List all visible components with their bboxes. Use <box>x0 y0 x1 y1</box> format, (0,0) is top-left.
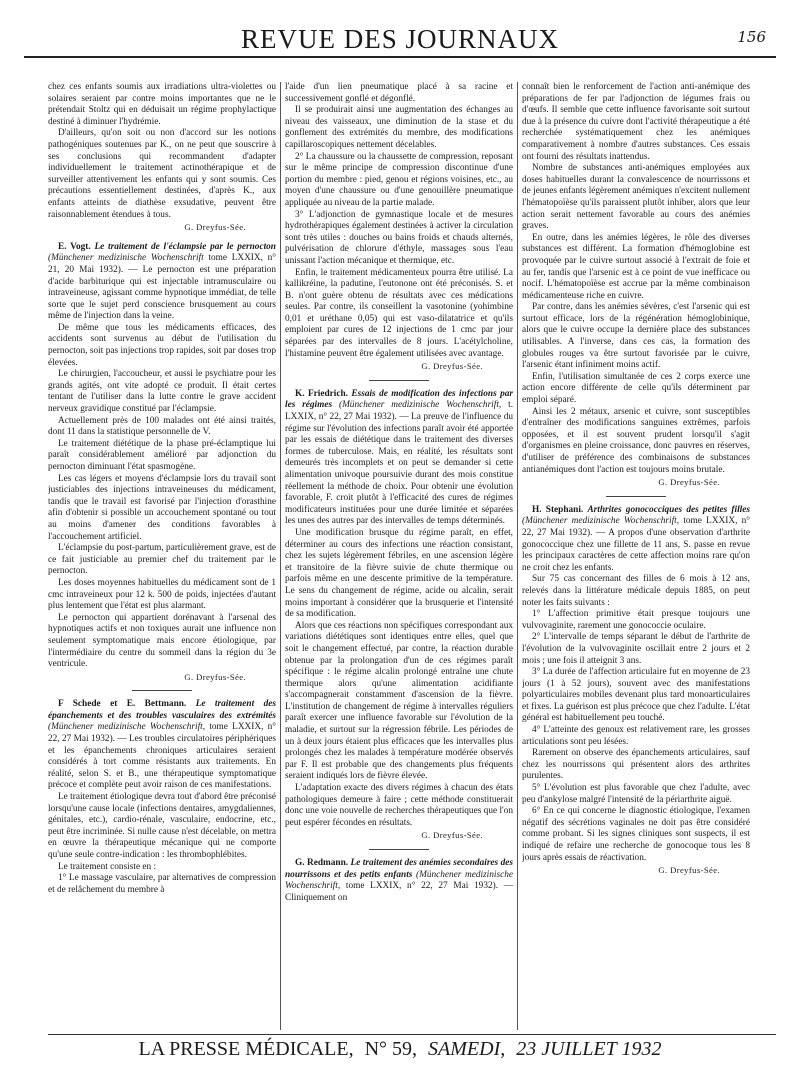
paragraph: Les cas légers et moyens d'éclampsie lors du travail sont justiciables des injections intraveineuses du médicament, tandis que le travail est favorisé par l'injection d'orasthine afin d'obtenir si possible un accouchement spontané ou tout au moins d'amener des conditions favorables à l'accouchement artificiel. <box>48 473 276 542</box>
article-source: (Münchener medizinische Wochenschrift, <box>285 869 513 892</box>
paragraph: 2° L'intervalle de temps séparant le début de l'arthrite de l'évolution de la vulvovaginite oscillait entre 2 jours et 2 mois ; une fois il atteignit 3 ans. <box>522 632 750 666</box>
signature: G. Dreyfus-Sée. <box>658 865 720 876</box>
paragraph: 2° La chaussure ou la chaussette de compression, reposant sur le même principe de compression discontinue d'une portion du membre : pied, genou et régions voisines, etc., au moyen d'une chaussure ou d'une genouillère pneumatique appliquée au niveau de la partie malade. <box>285 151 513 208</box>
paragraph: Le traitement étiologique devra tout d'abord être préconisé lorsqu'une cause locale (infections dentaires, amygdaliennes, génitales, etc.), cardio-rénale, vasculaire, endocrine, etc., peut être incriminée. Si nulle cause n'est décelable, on mettra en œuvre la thérapeutique mécanique qui ne comporte qu'une seule contre-indication : les thrombophlébites. <box>48 792 276 860</box>
issue-number: N° 59, <box>364 1038 418 1060</box>
paragraph: Il se produirait ainsi une augmentation des échanges au niveau des vaisseaux, une diminution de la stase et du gonflement des extrémités du membre, des modifications capillaroscopiques nettement décelables. <box>285 105 513 150</box>
page-footer <box>0 1038 800 1068</box>
paragraph: De même que tous les médicaments efficaces, des accidents sont survenus au début de l'utilisation du pernocton, soit pas injections trop rapides, soit par doses trop élevées. <box>48 322 276 368</box>
paragraph: Enfin, l'utilisation simultanée de ces 2 corps exerce une action encore différente de celle qu'ils déterminent par emploi séparé. <box>522 371 750 406</box>
signature: G. Dreyfus-Sée. <box>421 830 483 841</box>
article-heading <box>285 858 513 904</box>
article-lead: tome LXXIX, n° 22, 27 Mai 1932). — Cliniquement on <box>285 881 513 903</box>
separator <box>369 380 429 381</box>
weekday: SAMEDI, <box>428 1038 506 1060</box>
article-source: (Münchener medizinische Wochenschrift, <box>338 400 502 411</box>
paragraph: 3° La durée de l'affection articulaire fut en moyenne de 23 jours (1 à 52 jours), souvent avec des manifestations polyarticulaires mobiles devenant plus tard monoarticulaires et fixes. La guérison est plus précoce que chez l'adulte. L'état général est habituellement peu touché. <box>522 667 750 724</box>
separator <box>132 690 192 691</box>
article-author: H. Stephani. <box>532 504 584 515</box>
paragraph: L'adaptation exacte des divers régimes à chacun des états pathologiques demeure à faire ; cette méthode constituerait donc une voie nouvelle de recherches thérapeutiques que l'on peut espérer fécondes en résultats. <box>285 783 513 828</box>
article-heading <box>522 505 750 575</box>
paragraph: Sur 75 cas concernant des filles de 6 mois à 12 ans, relevés dans la littérature médicale depuis 1885, on peut noter les faits suivants : <box>522 574 750 608</box>
column-2 <box>285 82 513 1030</box>
column-1 <box>48 82 276 1030</box>
paragraph: 1° Le massage vasculaire, par alternatives de compression et de relâchement du membre à <box>48 873 276 895</box>
paragraph: 1° L'affection primitive était presque toujours une vulvovaginite, rarement une gonococcie oculaire. <box>522 609 750 631</box>
article-title: Le traitement des anémies secondaires des nourrissons et des petits enfants <box>285 858 513 880</box>
paragraph: 3° L'adjonction de gymnastique locale et de mesures hydrothérapiques également destinées à activer la circulation sont très utiles : douches ou bains froids et chauds alternés, pulvérisation de chlorure d'éthyle, massages sous l'eau unissant l'action mécanique et thermique, etc. <box>285 209 513 266</box>
paragraph: Une modification brusque du régime paraît, en effet, déterminer au cours des infections une réaction consistant, chez les sujets légèrement fébriles, en une ascension légère et transitoire de la fièvre suivie de chute thermique ou parfois même en une descente primitive de la température. Le sens du changement de régime, acide ou alcalin, serait moins important à considérer que la brusquerie et l'intensité de sa modification. <box>285 527 513 620</box>
article-heading <box>285 389 513 528</box>
paragraph: Le traitement diététique de la phase pré-éclamptique lui paraît considérablement amélioré par adjonction du pernocton diminuant l'état spasmogène. <box>48 438 276 472</box>
article-source: (Münchener medizinische Wochenschrift <box>48 253 204 264</box>
paragraph: Nombre de substances anti-anémiques employées aux doses habituelles durant la convalescence de nourrissons et de jeunes enfants légèrement anémiques n'excitent nullement l'hématopoïèse qu'ils paraissent plutôt inhiber, alors que leur action serait nettement favorable au cours des anémies graves. <box>522 163 750 232</box>
paragraph: L'éclampsie du post-partum, particulièrement grave, est de ce fait justiciable au premier chef du traitement par le pernocton. <box>48 543 276 577</box>
paragraph: Par contre, dans les anémies sévères, c'est l'arsenic qui est surtout efficace, lors de la régénération hémoglobinique, alors que le cuivre occupe la dernière place des substances utilisables. A l'inverse, dans ces cas, la formation des globules rouges va être surtout favorisée par le cuivre, l'arsenic étant infiniment moins actif. <box>522 302 750 371</box>
signature: G. Dreyfus-Sée. <box>421 361 483 372</box>
article-author: K. Friedrich. <box>295 388 348 399</box>
paragraph: 6° En ce qui concerne le diagnostic étiologique, l'examen négatif des sécrétions vaginales ne doit pas être considéré comme probant. Si les signes cliniques sont suspects, il est indiqué de refaire une recherche de gonocoque tous les 8 jours après essais de réactivation. <box>522 806 750 863</box>
article-title: Arthrites gonococciques des petites filles <box>587 504 750 515</box>
journal-name: LA PRESSE MÉDICALE, <box>138 1038 354 1060</box>
article-author: E. Vogt. <box>58 241 91 252</box>
issue-date: 23 JUILLET 1932 <box>516 1038 662 1060</box>
paragraph: Le pernocton qui appartient dorénavant à l'arsenal des hypnotiques actifs et non toxiques aurait une influence non seulement symptomatique mais encore étiologique, par l'intermédiaire du centre du sommeil dans la région du 3e ventricule. <box>48 612 276 670</box>
article-title: Essais de modification des infections par les régimes <box>285 388 513 411</box>
paragraph: connaît bien le renforcement de l'action anti-anémique des préparations de fer par l'adjonction de légumes frais ou d'œufs. Il semble que cette influence favorisante soit surtout due à la présence du cuivre dont l'activité thérapeutique a été recherchée systématiquement chez les anémiques comparativement à nombre d'autres substances. Ces essais ont fourni des résultats inattendus. <box>522 82 750 162</box>
paragraph: Les doses moyennes habituelles du médicament sont de 1 cmc intraveineux pour 12 k. 500 de poids, injectées d'autant plus lentement que l'état est plus alarmant. <box>48 577 276 612</box>
paragraph: Enfin, le traitement médicamenteux pourra être utilisé. La kallikréine, la padutine, l'eutonone ont été préconisés. S. et B. n'ont guère obtenu de résultats avec ces médications seules. Par contre, ils conseillent la vasotonine (yohimbine 0,01 et uréthane 0,05) qui est vaso-dilatatrice et qu'ils emploient par cures de 12 injections de 1 cmc par jour séparées par des intervalles de 8 jours. L'acétylcholine, l'histamine peuvent être également utilisées avec avantage. <box>285 267 513 359</box>
paragraph: l'aide d'un lien pneumatique placé à sa racine et successivement gonflé et dégonflé. <box>285 82 513 104</box>
paragraph: D'ailleurs, qu'on soit ou non d'accord sur les notions pathogéniques soutenues par K., on ne peut que souscrire à ses conclusions qui recommandent d'adapter individuellement le traitement actinothérapique et de surveiller attentivement les enfants qui y sont soumis. Ces précautions essentiellement destinées, d'après K., aux enfants atteints de diathèse exsudative, peuvent être raisonnablement étendues à tous. <box>48 128 276 220</box>
running-title: REVUE DES JOURNAUX <box>240 24 559 54</box>
article-heading <box>48 699 276 792</box>
article-lead: t. LXXIX, n° 22, 27 Mai 1932). — La preuve de l'influence du régime sur l'évolution des infections paraît avoir été apportée par les essais de diététique dans le traitement des diverses formes de tuberculose. Mais, en réalité, les résultats sont demeurés très incomplets et on peut se demander si cette alimentation univoque poursuivie durant des mois constitue réellement la méthode de choix. Pour obtenir une évolution favorable, F. croit plutôt à l'efficacité des cures de régimes modificateurs instituées pour une durée limitée et séparées les unes des autres par des intervalles de temps déterminés. <box>285 400 513 527</box>
separator <box>369 849 429 850</box>
article-title: Le traitement de l'éclampsie par le pernocton <box>94 241 276 252</box>
column-divider <box>280 82 281 1030</box>
header-rule <box>24 56 776 58</box>
separator <box>606 496 666 497</box>
signature: G. Dreyfus-Sée. <box>184 671 246 682</box>
article-lead: tome LXXIX, n° 22, 27 Mai 1932). — Les troubles circulatoires périphériques et les épanchements chroniques articulaires seraient considérés à tort comme résistants aux traitements. En réalité, selon S. et B., une thérapeutique symptomatique précoce et complète peut avoir raison de ces manifestations. <box>48 722 276 791</box>
article-source: (Münchener medizinische Wochenschrift, <box>48 722 206 733</box>
paragraph: Le chirurgien, l'accoucheur, et aussi le psychiatre pour les grands agités, ont vite adopté ce produit. Il était certes tentant de l'utiliser dans la lutte contre le grave accident nerveux gravidique constitué par l'éclampsie. <box>48 369 276 415</box>
article-lead: tome LXXIX, n° 22, 27 Mai 1932). — A propos d'une observation d'arthrite gonococcique chez une fillette de 11 ans, S. passe en revue les principaux caractères de cette affection moins rare qu'on ne croit chez les enfants. <box>522 516 750 573</box>
article-lead: tome LXXIX, n° 21, 20 Mai 1932). — Le pernocton est une préparation d'acide barbiturique qui est injectable intramusculaire ou intraveineuse, agissant comme hypnotique immédiat, de telle sorte que le sujet perd conscience brusquement au cours même de l'injection dans la veine. <box>48 253 276 322</box>
article-source: (Münchener medizinische Wochenschrift, <box>522 516 680 527</box>
paragraph: Ainsi les 2 métaux, arsenic et cuivre, sont susceptibles d'entraîner des modifications sanguines extrêmes, parfois opposées, et il est souvent prudent lorsqu'il s'agit d'organismes en pleine croissance, donc pauvres en réserves, d'utiliser de préférence des combinaisons de substances antianémiques dont l'action est toujours moins brutale. <box>522 406 750 475</box>
column-3 <box>522 82 750 1030</box>
page-header <box>24 6 776 52</box>
article-heading <box>48 242 276 323</box>
paragraph: Le traitement consiste en : <box>58 861 157 872</box>
paragraph: Alors que ces réactions non spécifiques correspondant aux variations diététiques sont identiques entre elles, quel que soit le changement effectué, par contre, la réaction durable obtenue par la prolongation d'un de ces régimes paraît spécifique : le régime alcalin prolongé entraîne une chute thermique alors qu'une alimentation acidifiante s'accompagnerait constamment d'ascension de la fièvre. L'institution de changement de régime à intervalles réguliers paraît exercer une influence favorable sur l'évolution de la maladie, et surtout sur la régression fébrile. Les périodes de un à deux jours étaient plus efficaces que les intervalles plus prolongés chez les malades à température modérée observés par F. Il est probable que des changements plus fréquents seraient indiqués lors de fièvre élevée. <box>285 620 513 782</box>
page-number: 156 <box>737 28 766 46</box>
article-title: Le traitement des épanchements et des troubles vasculaires des extrémités <box>48 699 276 721</box>
article-author: G. Redmann. <box>295 858 349 868</box>
column-divider <box>517 82 518 1030</box>
article-author: F Schede et E. Bettmann. <box>58 699 187 710</box>
paragraph: En outre, dans les anémies légères, le rôle des diverses substances est différent. La formation d'hémoglobine est provoquée par le cuivre surtout associé à l'extrait de foie et au fer, tandis que l'arsenic est à ce point de vue inefficace ou nocif. L'hématopoïèse est accrue par la même combinaison médicamenteuse riche en cuivre. <box>522 232 750 301</box>
signature: G. Dreyfus-Sée. <box>658 477 720 488</box>
paragraph: chez ces enfants soumis aux irradiations ultra-violettes ou solaires seraient par contre moins importantes que ne le prétendait Stoltz qui en déduisait un régime prophylactique destiné à diminuer l'hydrémie. <box>48 82 276 127</box>
signature: G. Dreyfus-Sée. <box>184 222 246 233</box>
paragraph: 5° L'évolution est plus favorable que chez l'adulte, avec peu d'ankylose malgré l'intensité de la périarthrite aiguë. <box>522 783 750 805</box>
paragraph: Actuellement près de 100 malades ont été ainsi traités, dont 11 dans la statistique personnelle de V. <box>48 415 276 438</box>
paragraph: 4° L'atteinte des genoux est relativement rare, les grosses articulations sont peu lésées. <box>522 725 750 747</box>
footer-rule <box>48 1034 776 1035</box>
paragraph: Rarement on observe des épanchements articulaires, sauf chez les nourrissons qui présentent alors des arthrites purulentes. <box>522 748 750 782</box>
